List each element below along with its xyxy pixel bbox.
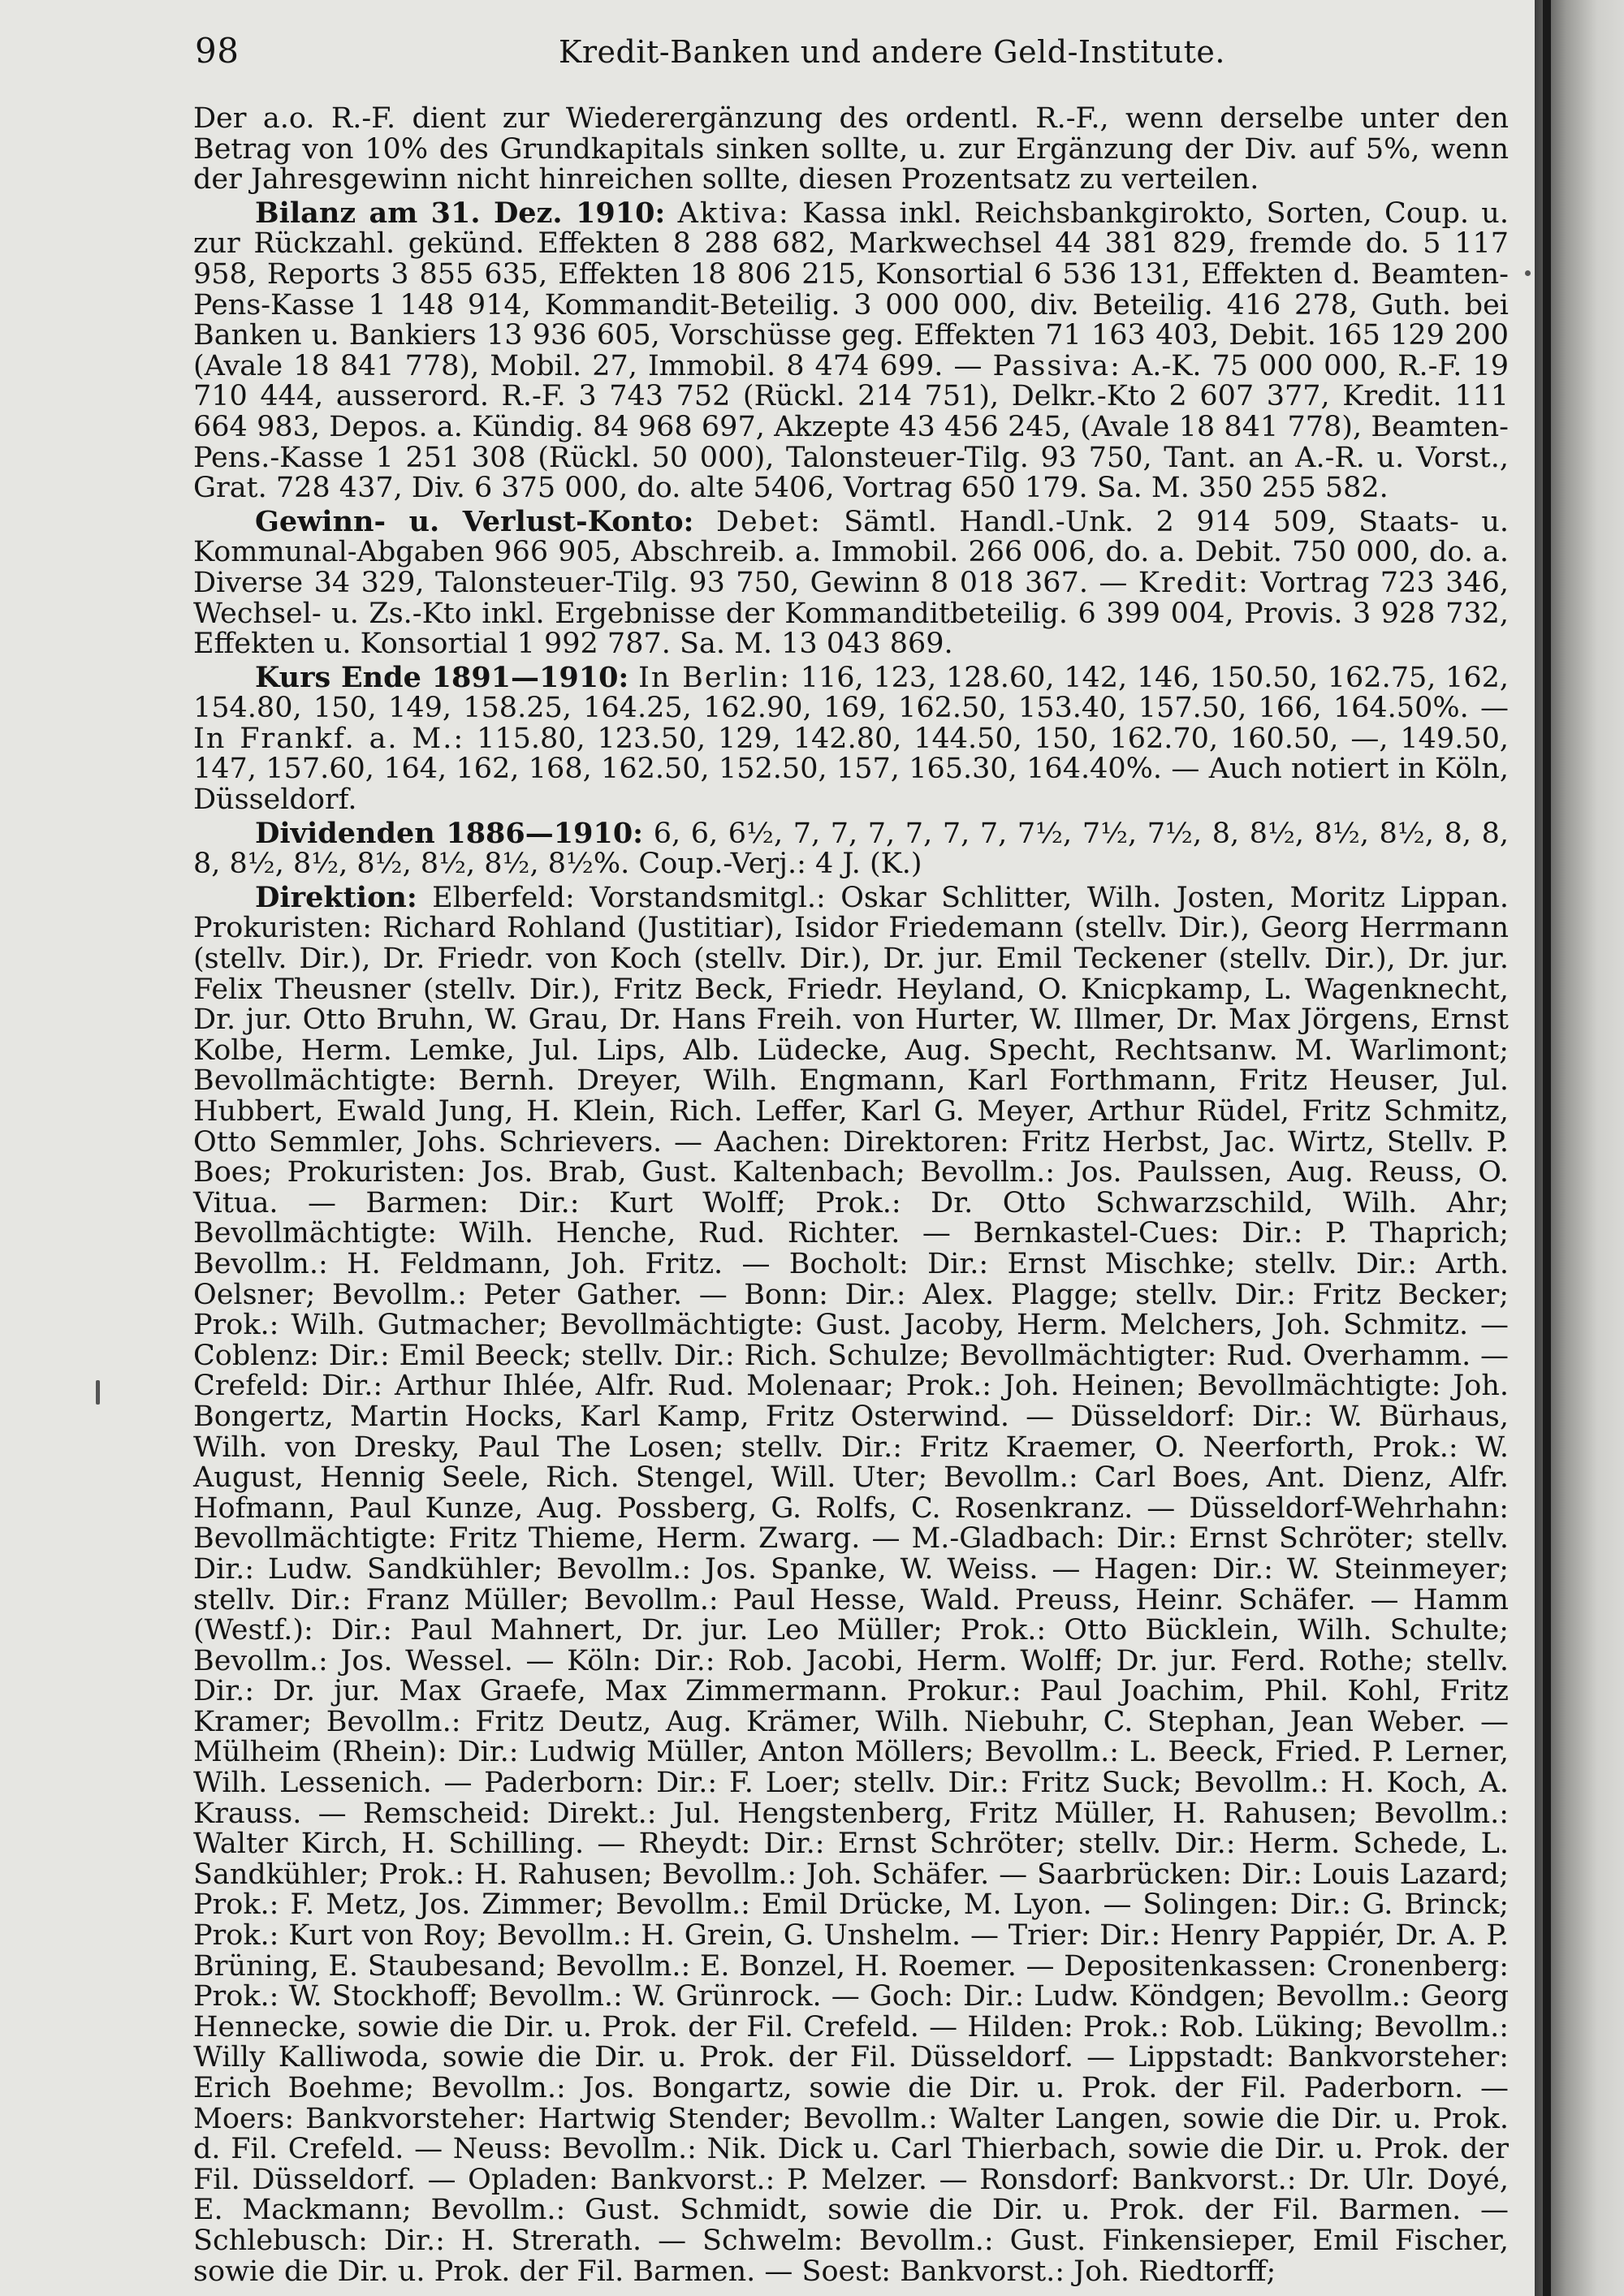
- page-header: [195, 29, 1535, 78]
- reserve-fund-paragraph: [193, 104, 1509, 196]
- assets-text: Kassa inkl. Reichsbankgirokto, Sorten, Coup. u. zur Rückzahl. gekünd. Effekten 8 288 682, Markwechsel 44 381 829, fremde do. 5 117 958, Reports 3 855 635, Effekten 18 806 215, Konsortial 6 536 131, Effekten d. Beamten-Pens-Kasse 1 148 914, Kommandit-Beteilig. 3 000 000, div. Beteilig. 416 278, Guth. bei Banken u. Bankiers 13 936 605, Vorschüsse geg. Effekten 71 163 403, Debit. 165 129 200 (Avale 18 841 778), Mobil. 27, Immobil. 8 474 699. —: [193, 196, 1509, 382]
- share-price-heading: Kurs Ende 1891—1910:: [255, 660, 629, 694]
- management-text: Elberfeld: Vorstandsmitgl.: Oskar Schlitter, Wilh. Josten, Moritz Lippan. Prokuristen: Richard Rohland (Justitiar), Isidor Friedemann (stellv. Dir.), Georg Herrmann (stellv. Dir.), Dr. Friedr. von Koch (stellv. Dir.), Dr. jur. Emil Teckener (stellv. Dir.), Dr. jur. Felix Theusner (stellv. Dir.), Fritz Beck, Friedr. Heyland, O. Knicpkamp, L. Wagenknecht, Dr. jur. Otto Bruhn, W. Grau, Dr. Hans Freih. von Hurter, W. Illmer, Dr. Max Jörgens, Ernst Kolbe, Herm. Lemke, Jul. Lips, Alb. Lüdecke, Aug. Specht, Rechtsanw. M. Warlimont; Bevollmächtigte: Bernh. Dreyer, Wilh. Engmann, Karl Forthmann, Fritz Heuser, Jul. Hubbert, Ewald Jung, H. Klein, Rich. Leffer, Karl G. Meyer, Arthur Rüdel, Fritz Schmitz, Otto Semmler, Johs. Schrievers. — Aachen: Direktoren: Fritz Herbst, Jac. Wirtz, Stellv. P. Boes; Prokuristen: Jos. Brab, Gust. Kaltenbach; Bevollm.: Jos. Paulssen, Aug. Reuss, O. Vitua. — Barmen: Dir.: Kurt Wolff; Prok.: Dr. Otto Schwarzschild, Wilh. Ahr; Bevollmächtigte: Wilh. Henche, Rud. Richter. — Bernkastel-Cues: Dir.: P. Thaprich; Bevollm.: H. Feldmann, Joh. Fritz. — Bocholt: Dir.: Ernst Mischke; stellv. Dir.: Arth. Oelsner; Bevollm.: Peter Gather. — Bonn: Dir.: Alex. Plagge; stellv. Dir.: Fritz Becker; Prok.: Wilh. Gutmacher; Bevollmächtigte: Gust. Jacoby, Herm. Melchers, Joh. Schmitz. — Coblenz: Dir.: Emil Beeck; stellv. Dir.: Rich. Schulze; Bevollmächtigter: Rud. Overhamm. — Crefeld: Dir.: Arthur Ihlée, Alfr. Rud. Molenaar; Prok.: Joh. Heinen; Bevollmächtigte: Joh. Bongertz, Martin Hocks, Karl Kamp, Fritz Osterwind. — Düsseldorf: Dir.: W. Bürhaus, Wilh. von Dresky, Paul The Losen; stellv. Dir.: Fritz Kraemer, O. Neerforth, Prok.: W. August, Hennig Seele, Rich. Stengel, Will. Uter; Bevollm.: Carl Boes, Ant. Dienz, Alfr. Hofmann, Paul Kunze, Aug. Possberg, G. Rolfs, C. Rosenkranz. — Düsseldorf-Wehrhahn: Bevollmächtigte: Fritz Thieme, Herm. Zwarg. — M.-Gladbach: Dir.: Ernst Schröter; stellv. Dir.: Ludw. Sandkühler; Bevollm.: Jos. Spanke, W. Weiss. — Hagen: Dir.: W. Steinmeyer; stellv. Dir.: Franz Müller; Bevollm.: Paul Hesse, Wald. Preuss, Heinr. Schäfer. — Hamm (Westf.): Dir.: Paul Mahnert, Dr. jur. Leo Müller; Prok.: Otto Bücklein, Wilh. Schulte; Bevollm.: Jos. Wessel. — Köln: Dir.: Rob. Jacobi, Herm. Wolff; Dr. jur. Ferd. Rothe; stellv. Dir.: Dr. jur. Max Graefe, Max Zimmermann. Prokur.: Paul Joachim, Phil. Kohl, Fritz Kramer; Bevollm.: Fritz Deutz, Aug. Krämer, Wilh. Niebuhr, C. Stephan, Jean Weber. — Mülheim (Rhein): Dir.: Ludwig Müller, Anton Möllers; Bevollm.: L. Beeck, Fried. P. Lerner, Wilh. Lessenich. — Paderborn: Dir.: F. Loer; stellv. Dir.: Fritz Suck; Bevollm.: H. Koch, A. Krauss. — Remscheid: Direkt.: Jul. Hengstenberg, Fritz Müller, H. Rahusen; Bevollm.: Walter Kirch, H. Schilling. — Rheydt: Dir.: Ernst Schröter; stellv. Dir.: Herm. Schede, L. Sandkühler; Prok.: H. Rahusen; Bevollm.: Joh. Schäfer. — Saarbrücken: Dir.: Louis Lazard; Prok.: F. Metz, Jos. Zimmer; Bevollm.: Emil Drücke, M. Lyon. — Solingen: Dir.: G. Brinck; Prok.: Kurt von Roy; Bevollm.: H. Grein, G. Unshelm. — Trier: Dir.: Henry Pappiér, Dr. A. P. Brüning, E. Staubesand; Bevollm.: E. Bonzel, H. Roemer. — Depositenkassen: Cronenberg: Prok.: W. Stockhoff; Bevollm.: W. Grünrock. — Goch: Dir.: Ludw. Köndgen; Bevollm.: Georg Hennecke, sowie die Dir. u. Prok. der Fil. Crefeld. — Hilden: Prok.: Rob. Lüking; Bevollm.: Willy Kalliwoda, sowie die Dir. u. Prok. der Fil. Düsseldorf. — Lippstadt: Bankvorsteher: Erich Boehme; Bevollm.: Jos. Bongartz, sowie die Dir. u. Prok. der Fil. Paderborn. — Moers: Bankvorsteher: Hartwig Stender; Bevollm.: Walter Langen, sowie die Dir. u. Prok. d. Fil. Crefeld. — Neuss: Bevollm.: Nik. Dick u. Carl Thierbach, sowie die Dir. u. Prok. der Fil. Düsseldorf. — Opladen: Bankvorst.: P. Melzer. — Ronsdorf: Bankvorst.: Dr. Ulr. Doyé, E. Mackmann; Bevollm.: Gust. Schmidt, sowie die Dir. u. Prok. der Fil. Barmen. — Schlebusch: Dir.: H. Strerath. — Schwelm: Bevollm.: Gust. Finkensieper, Emil Fischer, sowie die Dir. u. Prok. der Fil. Barmen. — Soest: Bankvorst.: Joh. Riedtorff;: [193, 881, 1509, 2288]
- berlin-prices: 116, 123, 128.60, 142, 146, 150.50, 162.75, 162, 154.80, 150, 149, 158.25, 164.25, 162.90, 169, 162.50, 153.40, 157.50, 166, 164.50%. —: [193, 661, 1509, 725]
- dividends-paragraph: [193, 818, 1509, 880]
- credit-label: Kredit:: [1138, 566, 1250, 599]
- running-title: Kredit-Banken und andere Geld-Institute.: [559, 34, 1225, 70]
- balance-sheet-paragraph: [193, 198, 1509, 504]
- assets-label: Aktiva:: [677, 196, 790, 230]
- liabilities-text: A.-K. 75 000 000, R.-F. 19 710 444, ausserord. R.-F. 3 743 752 (Rückl. 214 751), Delkr.-Kto 2 607 377, Kredit. 111 664 983, Depos. a. Kündig. 84 968 697, Akzepte 43 456 245, (Avale 18 841 778), Beamten-Pens.-Kasse 1 251 308 (Rückl. 50 000), Talonsteuer-Tilg. 93 750, Tant. an A.-R. u. Vorst., Grat. 728 437, Div. 6 375 000, do. alte 5406, Vortrag 650 179. Sa. M. 350 255 582.: [193, 349, 1509, 505]
- binding-shadow: [1543, 0, 1551, 2296]
- dividends-text: 6, 6, 6½, 7, 7, 7, 7, 7, 7, 7½, 7½, 7½, 8, 8½, 8½, 8½, 8, 8, 8, 8½, 8½, 8½, 8½, 8½, 8½%. Coup.-Verj.: 4 J. (K.): [193, 817, 1509, 881]
- dividends-heading: Dividenden 1886—1910:: [255, 816, 644, 850]
- management-paragraph: [193, 880, 1509, 2288]
- page-number: 98: [195, 31, 240, 71]
- reserve-fund-text: Der a.o. R.-F. dient zur Wiederergänzung des ordentl. R.-F., wenn derselbe unter den Betrag von 10% des Grundkapitals sinken sollte, u. zur Ergänzung der Div. auf 5%, wenn der Jahresgewinn nicht hinreichen sollte, diesen Prozentsatz zu verteilen.: [193, 102, 1509, 196]
- credit-text: Vortrag 723 346, Wechsel- u. Zs.-Kto inkl. Ergebnisse der Kommanditbeteilig. 6 399 004, Provis. 3 928 732, Effekten u. Konsortial 1 992 787. Sa. M. 13 043 869.: [193, 566, 1510, 661]
- paper-mark: [96, 1380, 100, 1405]
- book-binding-edge: [1535, 0, 1624, 2296]
- debit-text: Sämtl. Handl.-Unk. 2 914 509, Staats- u. Kommunal-Abgaben 966 905, Abschreib. a. Immobil. 266 006, do. a. Debit. 750 000, do. a. Diverse 34 329, Talonsteuer-Tilg. 93 750, Gewinn 8 018 367. —: [193, 505, 1509, 599]
- share-price-paragraph: [193, 662, 1509, 816]
- profit-loss-heading: Gewinn- u. Verlust-Konto:: [255, 504, 694, 538]
- paper-speck: [1525, 270, 1531, 276]
- berlin-label: In Berlin:: [638, 661, 792, 694]
- balance-sheet-heading: Bilanz am 31. Dez. 1910:: [255, 196, 666, 230]
- management-heading: Direktion:: [255, 880, 417, 914]
- frankfurt-label: In Frankf. a. M.:: [193, 722, 465, 755]
- debit-label: Debet:: [716, 505, 822, 538]
- liabilities-label: Passiva:: [992, 349, 1121, 382]
- frankfurt-prices: 115.80, 123.50, 129, 142.80, 144.50, 150, 162.70, 160.50, —, 149.50, 147, 157.60, 164, 162, 168, 162.50, 152.50, 157, 165.30, 164.40%. —: [193, 722, 1509, 786]
- page-body: [193, 104, 1509, 2287]
- profit-loss-paragraph: [193, 504, 1510, 661]
- also-listed-text: Auch notiert in Köln, Düsseldorf.: [193, 753, 1510, 817]
